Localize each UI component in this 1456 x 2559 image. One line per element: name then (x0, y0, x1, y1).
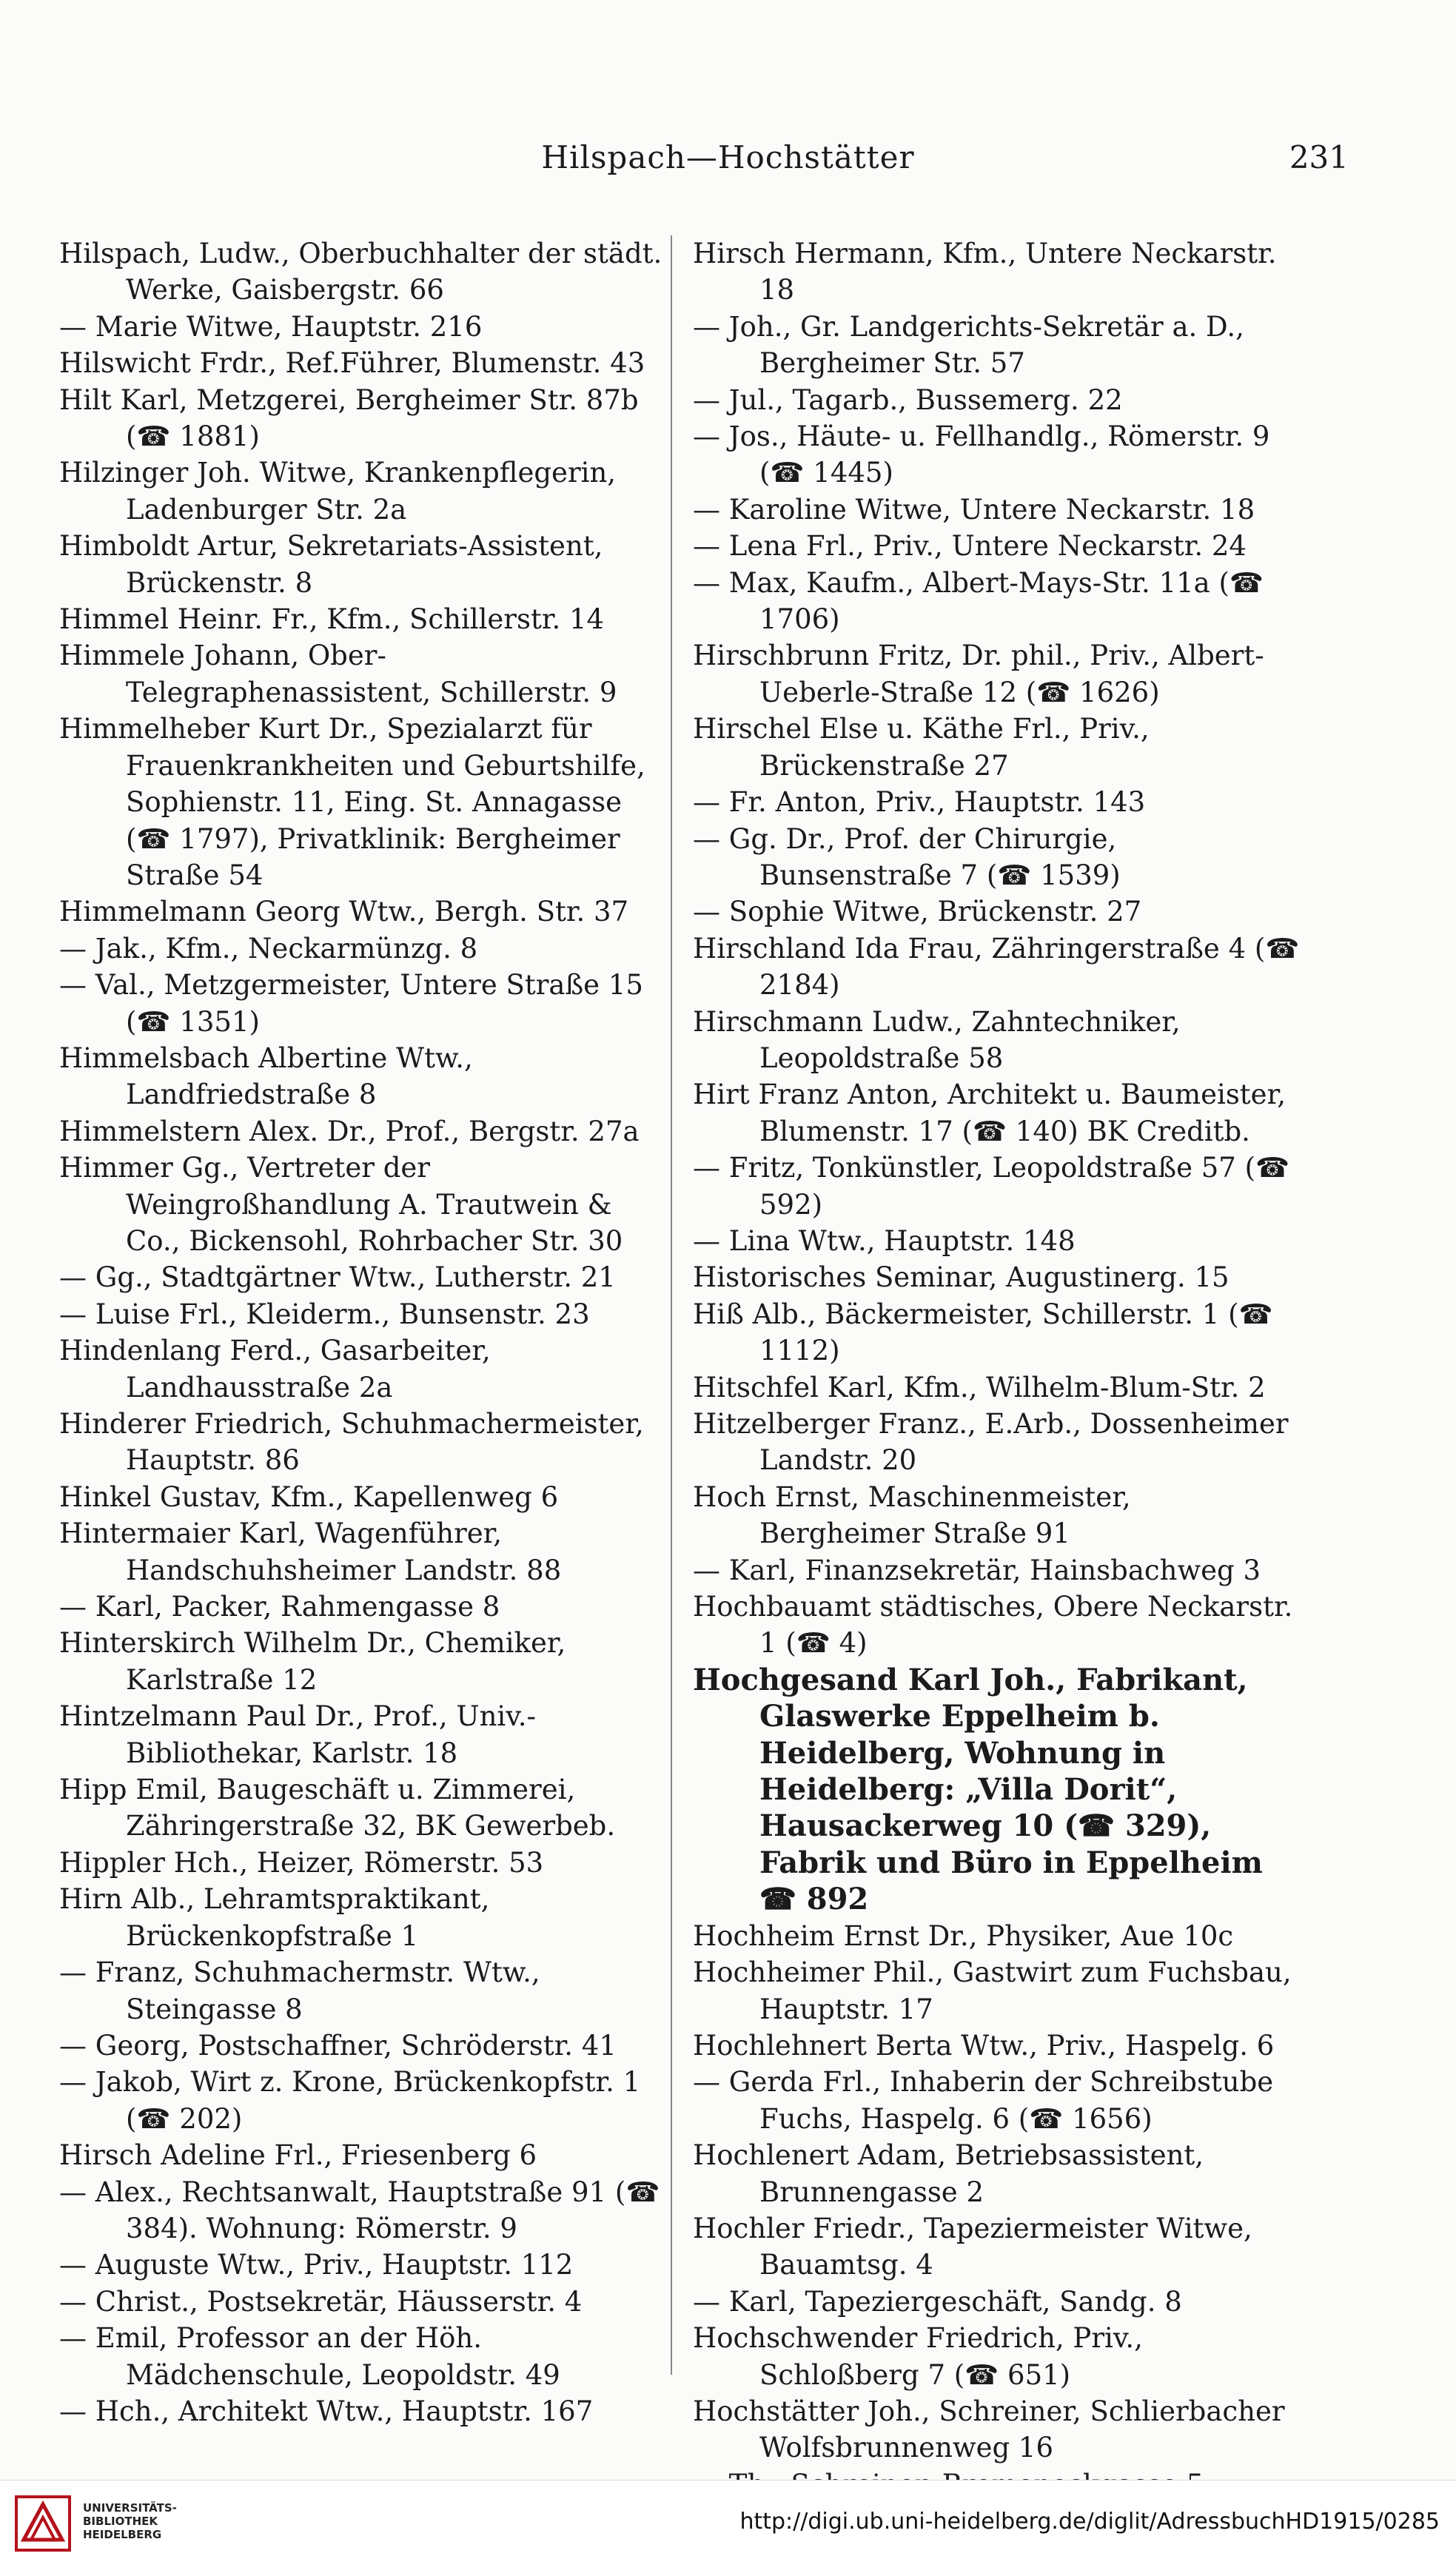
directory-entry: — Karl, Finanzsekretär, Hainsbachweg 3 (693, 1554, 1261, 1586)
directory-entry: — Fritz, Tonkünstler, Leopoldstraße 57 (☎ 592) (693, 1152, 1290, 1221)
directory-entry: Hippler Hch., Heizer, Römerstr. 53 (59, 1846, 544, 1879)
page-number: 231 (1289, 139, 1349, 175)
directory-entry: Historisches Seminar, Augustinerg. 15 (693, 1261, 1229, 1294)
university-library-logo-icon (13, 2494, 73, 2553)
directory-entry: Hinkel Gustav, Kfm., Kapellenweg 6 (59, 1480, 559, 1513)
directory-entry: — Jak., Kfm., Neckarmünzg. 8 (59, 932, 478, 965)
directory-entry: Hipp Emil, Baugeschäft u. Zimmerei, Zähringerstraße 32, BK Gewerbeb. (59, 1774, 616, 1842)
directory-entry: Hintzelmann Paul Dr., Prof., Univ.-Bibliothekar, Karlstr. 18 (59, 1700, 537, 1769)
directory-entry: Hitzelberger Franz., E.Arb., Dossenheimer Landstr. 20 (693, 1408, 1289, 1477)
footer-bar (0, 2480, 1456, 2559)
column-divider (671, 235, 672, 2375)
page-title: Hilspach—Hochstätter (541, 139, 915, 175)
directory-entry: — Georg, Postschaffner, Schröderstr. 41 (59, 2029, 617, 2062)
directory-entry: Himmele Johann, Ober-Telegraphenassistent, Schillerstr. 9 (59, 640, 617, 708)
directory-entry: Himmelmann Georg Wtw., Bergh. Str. 37 (59, 896, 629, 928)
directory-entry: — Karoline Witwe, Untere Neckarstr. 18 (693, 493, 1255, 526)
directory-entry: Hochstätter Joh., Schreiner, Schlierbacher Wolfsbrunnenweg 16 (693, 2395, 1285, 2464)
directory-entry: — Luise Frl., Kleiderm., Bunsenstr. 23 (59, 1298, 590, 1330)
directory-entry: — Franz, Schuhmachermstr. Wtw., Steingasse 8 (59, 1956, 540, 2025)
directory-entry: — Jos., Häute- u. Fellhandlg., Römerstr. 9 (☎ 1445) (693, 420, 1270, 489)
directory-entry: Hirschel Else u. Käthe Frl., Priv., Brückenstraße 27 (693, 713, 1150, 782)
directory-entry: — Karl, Packer, Rahmengasse 8 (59, 1591, 500, 1623)
directory-entry: Hilzinger Joh. Witwe, Krankenpflegerin, Ladenburger Str. 2a (59, 457, 617, 526)
source-link[interactable]: http://digi.ub.uni-heidelberg.de/diglit/AdressbuchHD1915/0285 (739, 2509, 1440, 2535)
directory-entry: Hinderer Friedrich, Schuhmachermeister, Hauptstr. 86 (59, 1408, 644, 1477)
directory-entry: Hochgesand Karl Joh., Fabrikant, Glaswerke Eppelheim b. Heidelberg, Wohnung in Heidelberg: „Villa Dorit“, Hausackerweg 10 (☎ 329), Fabrik und Büro in Eppelheim ☎ 892 (693, 1662, 1263, 1917)
directory-entry: — Hch., Architekt Wtw., Hauptstr. 167 (59, 2395, 594, 2427)
directory-entry: — Fr. Anton, Priv., Hauptstr. 143 (693, 786, 1146, 819)
directory-entry: — Christ., Postsekretär, Häusserstr. 4 (59, 2285, 583, 2318)
directory-entry: — Jul., Tagarb., Bussemerg. 22 (693, 383, 1123, 416)
directory-entry: Hochler Friedr., Tapeziermeister Witwe, Bauamtsg. 4 (693, 2212, 1252, 2281)
page-header (67, 139, 1389, 187)
directory-entry: Hochlenert Adam, Betriebsassistent, Brunnengasse 2 (693, 2139, 1204, 2208)
directory-entry: — Lina Wtw., Hauptstr. 148 (693, 1224, 1076, 1257)
right-column (693, 235, 1300, 2503)
directory-entry: — Joh., Gr. Landgerichts-Sekretär a. D., Bergheimer Str. 57 (693, 310, 1244, 380)
directory-entry: Hindenlang Ferd., Gasarbeiter, Landhausstraße 2a (59, 1335, 491, 1403)
directory-entry: — Alex., Rechtsanwalt, Hauptstraße 91 (☎ 384). Wohnung: Römerstr. 9 (59, 2176, 660, 2244)
directory-entry: Hirsch Hermann, Kfm., Untere Neckarstr. 18 (693, 238, 1277, 306)
library-name: UNIVERSITÄTS- BIBLIOTHEK HEIDELBERG (83, 2501, 177, 2541)
directory-entry: Himmelheber Kurt Dr., Spezialarzt für Frauenkrankheiten und Geburtshilfe, Sophienstr. 11, Eing. St. Annagasse (☎ 1797), Privatklinik: Bergheimer Straße 54 (59, 713, 645, 891)
directory-entry: Hintermaier Karl, Wagenführer, Handschuhsheimer Landstr. 88 (59, 1517, 562, 1586)
directory-entry: — Marie Witwe, Hauptstr. 216 (59, 310, 483, 343)
directory-entry: Hilt Karl, Metzgerei, Bergheimer Str. 87b (☎ 1881) (59, 383, 639, 453)
directory-entry: Hochlehnert Berta Wtw., Priv., Haspelg. 6 (693, 2029, 1275, 2062)
directory-entry: Hirsch Adeline Frl., Friesenberg 6 (59, 2139, 537, 2172)
directory-entry: — Max, Kaufm., Albert-Mays-Str. 11a (☎ 1706) (693, 566, 1264, 636)
directory-entry: Himboldt Artur, Sekretariats-Assistent, Brückenstr. 8 (59, 530, 603, 599)
left-column (59, 235, 666, 2429)
directory-entry: Himmelstern Alex. Dr., Prof., Bergstr. 27a (59, 1115, 640, 1147)
directory-entry: — Jakob, Wirt z. Krone, Brückenkopfstr. 1 (☎ 202) (59, 2066, 641, 2135)
directory-entry: Hirschbrunn Fritz, Dr. phil., Priv., Albert-Ueberle-Straße 12 (☎ 1626) (693, 640, 1264, 708)
directory-entry: — Emil, Professor an der Höh. Mädchenschule, Leopoldstr. 49 (59, 2322, 560, 2391)
directory-entry: Hirschmann Ludw., Zahntechniker, Leopoldstraße 58 (693, 1005, 1181, 1074)
directory-entry: — Gg., Stadtgärtner Wtw., Lutherstr. 21 (59, 1261, 616, 1294)
directory-entry: — Val., Metzgermeister, Untere Straße 15 (☎ 1351) (59, 969, 643, 1038)
directory-entry: Hochheimer Phil., Gastwirt zum Fuchsbau, Hauptstr. 17 (693, 1956, 1292, 2025)
directory-entry: Himmel Heinr. Fr., Kfm., Schillerstr. 14 (59, 603, 605, 636)
directory-entry: — Gerda Frl., Inhaberin der Schreibstube Fuchs, Haspelg. 6 (☎ 1656) (693, 2066, 1274, 2135)
directory-entry: — Auguste Wtw., Priv., Hauptstr. 112 (59, 2249, 574, 2281)
directory-entry: — Karl, Tapeziergeschäft, Sandg. 8 (693, 2285, 1182, 2318)
directory-entry: Himmer Gg., Vertreter der Weingroßhandlung A. Trautwein & Co., Bickensohl, Rohrbacher Str. 30 (59, 1152, 623, 1257)
directory-entry: Hilswicht Frdr., Ref.Führer, Blumenstr. 43 (59, 347, 645, 380)
directory-entry: Hitschfel Karl, Kfm., Wilhelm-Blum-Str. 2 (693, 1371, 1266, 1403)
directory-entry: Himmelsbach Albertine Wtw., Landfriedstraße 8 (59, 1042, 473, 1111)
directory-entry: Hirt Franz Anton, Architekt u. Baumeister, Blumenstr. 17 (☎ 140) BK Creditb. (693, 1079, 1286, 1147)
directory-entry: Hirn Alb., Lehramtspraktikant, Brückenkopfstraße 1 (59, 1883, 490, 1952)
directory-entry: Hochheim Ernst Dr., Physiker, Aue 10c (693, 1919, 1234, 1952)
directory-entry: Hirschland Ida Frau, Zähringerstraße 4 (☎ 2184) (693, 932, 1300, 1002)
directory-entry: — Gg. Dr., Prof. der Chirurgie, Bunsenstraße 7 (☎ 1539) (693, 822, 1121, 891)
directory-entry: Hilspach, Ludw., Oberbuchhalter der städt. Werke, Gaisbergstr. 66 (59, 238, 662, 306)
directory-entry: Hiß Alb., Bäckermeister, Schillerstr. 1 (☎ 1112) (693, 1298, 1273, 1367)
directory-entry: Hochschwender Friedrich, Priv., Schloßberg 7 (☎ 651) (693, 2322, 1143, 2391)
directory-entry: Hinterskirch Wilhelm Dr., Chemiker, Karlstraße 12 (59, 1627, 566, 1696)
directory-entry: Hochbauamt städtisches, Obere Neckarstr. 1 (☎ 4) (693, 1591, 1293, 1660)
directory-entry: — Sophie Witwe, Brückenstr. 27 (693, 896, 1142, 928)
directory-entry: — Lena Frl., Priv., Untere Neckarstr. 24 (693, 530, 1247, 563)
directory-entry: Hoch Ernst, Maschinenmeister, Bergheimer Straße 91 (693, 1480, 1131, 1550)
